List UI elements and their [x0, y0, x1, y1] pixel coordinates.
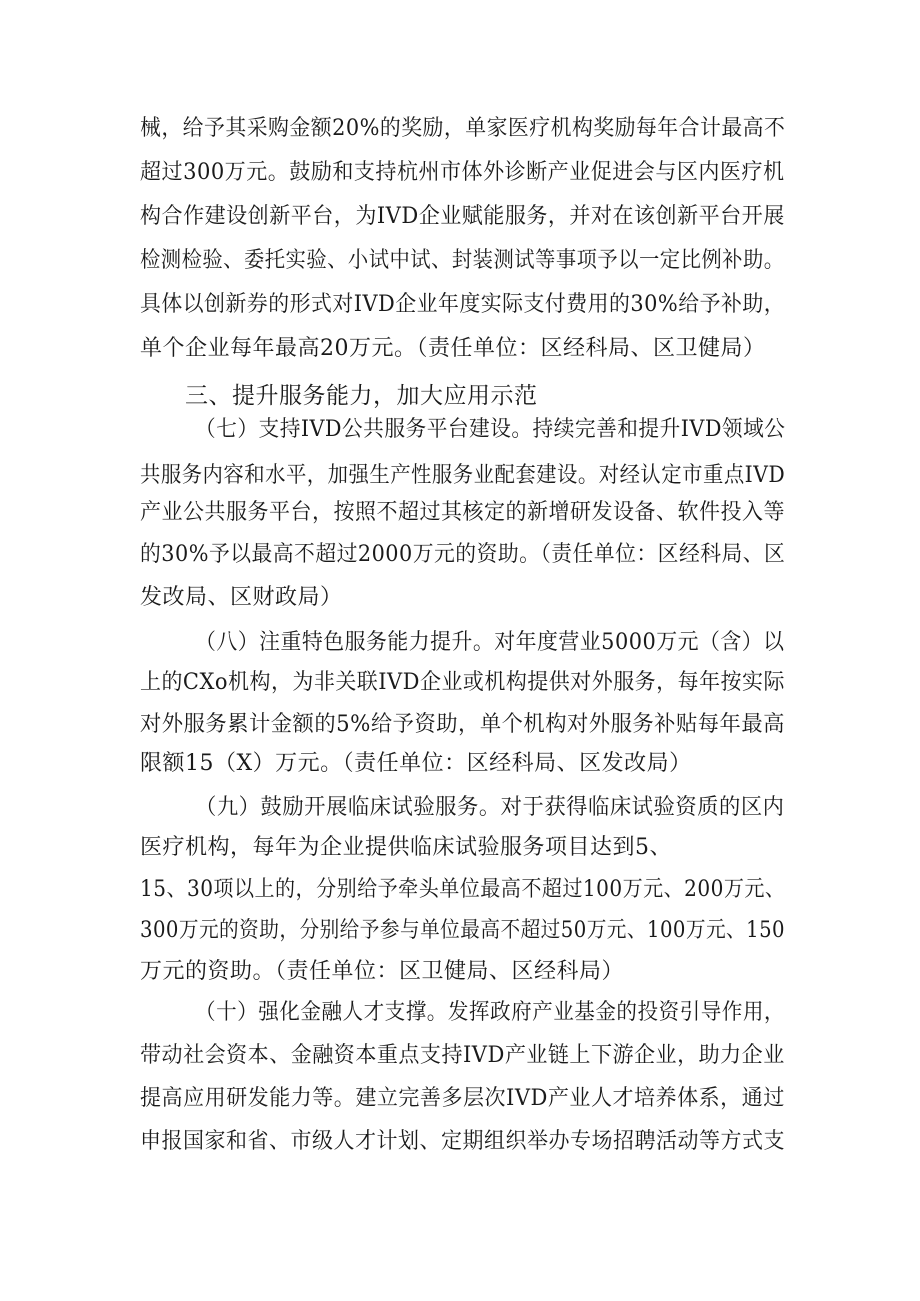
text-line: 械，给予其采购金额20%的奖励，单家医疗机构奖励每年合计最高不	[140, 116, 786, 141]
text-line: 检测检验、委托实验、小试中试、封装测试等事项予以一定比例补助。	[140, 248, 785, 273]
section-heading: 三、提升服务能力，加大应用示范	[185, 383, 538, 409]
text-line: （七）支持IVD公共服务平台建设。持续完善和提升IVD领域公	[195, 417, 786, 442]
text-line: 上的CXo机构，为非关联IVD企业或机构提供对外服务，每年按实际	[140, 670, 785, 695]
text-line: 具体以创新券的形式对IVD企业年度实际支付费用的30%给予补助，	[140, 292, 786, 317]
text-line: 单个企业每年最高20万元。（责任单位：区经科局、区卫健局）	[140, 336, 766, 361]
text-line: （九）鼓励开展临床试验服务。对于获得临床试验资质的区内	[195, 795, 785, 820]
text-line: 对外服务累计金额的5%给予资助，单个机构对外服务补贴每年最高	[140, 712, 785, 737]
text-line: 15、30项以上的，分别给予牵头单位最高不超过100万元、200万元、	[140, 877, 786, 902]
text-line: 发改局、区财政局）	[140, 585, 343, 610]
text-line: 万元的资助。（责任单位：区卫健局、区经科局）	[140, 959, 625, 984]
text-line: 300万元的资助，分别给予参与单位最高不超过50万元、100万元、150	[140, 918, 786, 943]
text-line: 产业公共服务平台，按照不超过其核定的新增研发设备、软件投入等	[140, 500, 786, 525]
text-line: 医疗机构，每年为企业提供临床试验服务项目达到5、	[140, 835, 672, 860]
text-line: （八）注重特色服务能力提升。对年度营业5000万元（含）以	[195, 630, 785, 655]
text-line: 申报国家和省、市级人才计划、定期组织举办专场招聘活动等方式支	[140, 1129, 786, 1154]
text-line: 提高应用研发能力等。建立完善多层次IVD产业人才培养体系，通过	[140, 1086, 785, 1111]
text-line: 带动社会资本、金融资本重点支持IVD产业链上下游企业，助力企业	[140, 1043, 785, 1068]
text-line: 构合作建设创新平台，为IVD企业赋能服务，并对在该创新平台开展	[140, 204, 785, 229]
text-line: 共服务内容和水平，加强生产性服务业配套建设。对经认定市重点IVD	[140, 463, 786, 488]
text-line: 超过300万元。鼓励和支持杭州市体外诊断产业促进会与区内医疗机	[140, 160, 785, 185]
text-line: 限额15（X）万元。（责任单位：区经科局、区发改局）	[140, 751, 692, 776]
text-line: 的30%予以最高不超过2000万元的资助。（责任单位：区经科局、区	[140, 542, 786, 567]
text-line: （十）强化金融人才支撑。发挥政府产业基金的投资引导作用，	[195, 1000, 786, 1025]
